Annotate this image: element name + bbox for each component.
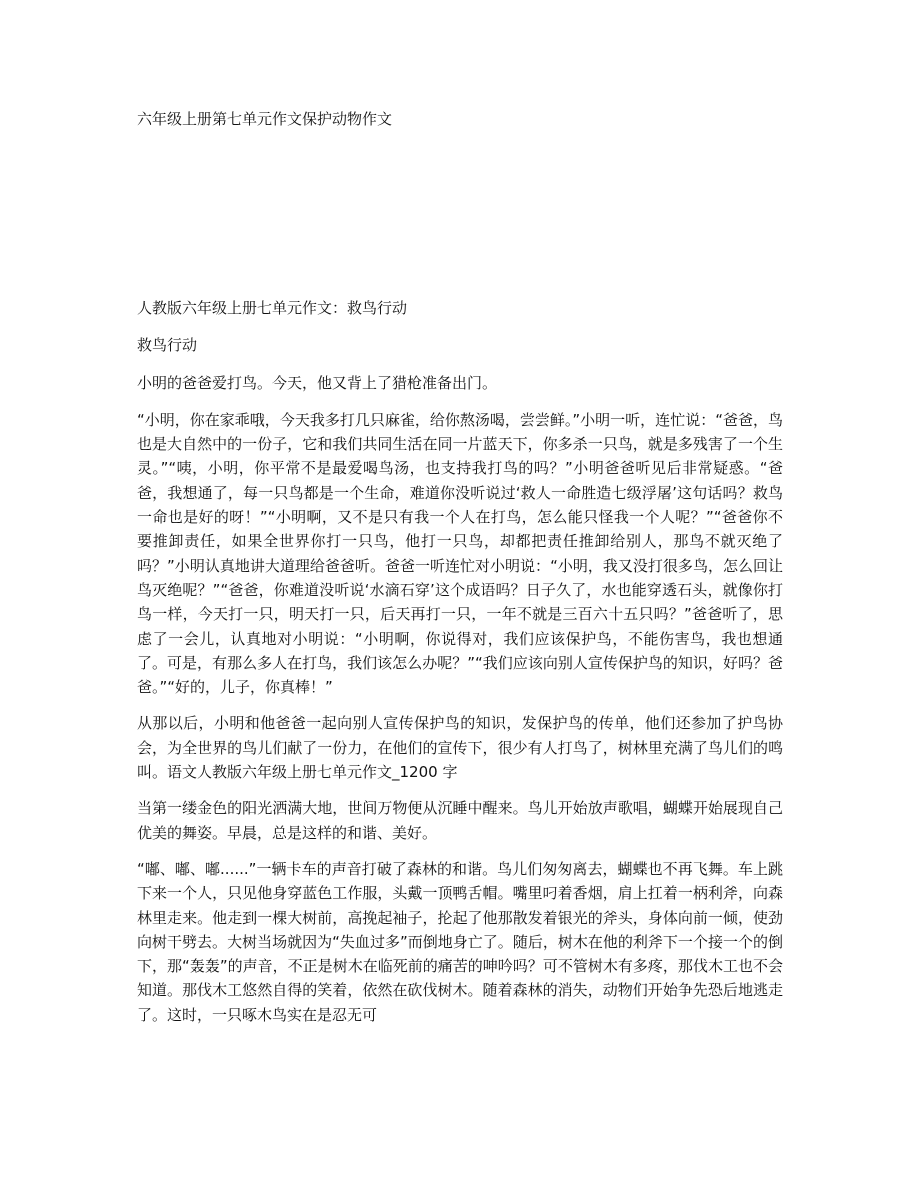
document-body (137, 296, 783, 1039)
article-heading: 人教版六年级上册七单元作文：救鸟行动 (137, 299, 408, 317)
article-subtitle: 救鸟行动 (137, 336, 198, 355)
document-title: 六年级上册第七单元作文保护动物作文 (137, 110, 393, 128)
paragraph-logging: “嘟、嘟、嘟......”一辆卡车的声音打破了森林的和谐。鸟儿们匆匆离去，蝴蝶也不再飞舞。车上跳下来一个人，只见他身穿蓝色工作服，头戴一顶鸭舌帽。嘴里叼着香烟，肩上扛着一柄利斧，向森林里走来。他走到一棵大树前，高挽起袖子，抡起了他那散发着银光的斧头，身体向前一倾，使劲向树干劈去。大树当场就因为“失血过多”而倒地身亡了。随后，树木在他的利斧下一个接一个的倒下，那“轰轰”的声音，不正是树木在临死前的痛苦的呻吟吗？可不管树木有多疼，那伐木工也不会知道。那伐木工悠然自得的笑着，依然在砍伐树木。随着森林的消失，动物们开始争先恐后地逃走了。这时，一只啄木鸟实在是忍无可 (137, 859, 783, 1024)
paragraph-aftermath: 从那以后，小明和他爸爸一起向别人宣传保护鸟的知识，发保护鸟的传单，他们还参加了护鸟协会，为全世界的鸟儿们献了一份力，在他们的宣传下，很少有人打鸟了，树林里充满了鸟儿们的鸣叫。语文人教版六年级上册七单元作文_1200 字 (137, 714, 783, 782)
paragraph-dialogue: “小明，你在家乖哦，今天我多打几只麻雀，给你熬汤喝，尝尝鲜。”小明一听，连忙说：“爸爸，鸟也是大自然中的一份子，它和我们共同生活在同一片蓝天下，你多杀一只鸟，就是多残害了一个生灵。”“咦，小明，你平常不是最爱喝鸟汤，也支持我打鸟的吗？”小明爸爸听见后非常疑惑。“爸爸，我想通了，每一只鸟都是一个生命，难道你没听说过‘救人一命胜造七级浮屠’这句话吗？救鸟一命也是好的呀！”“小明啊，又不是只有我一个人在打鸟，怎么能只怪我一个人呢？”“爸爸你不要推卸责任，如果全世界你打一只鸟，他打一只鸟，却都把责任推卸给别人，那鸟不就灭绝了吗？”小明认真地讲大道理给爸爸听。爸爸一听连忙对小明说：“小明，我又没打很多鸟，怎么回让鸟灭绝呢？”“爸爸，你难道没听说‘水滴石穿’这个成语吗？日子久了，水也能穿透石头，就像你打鸟一样，今天打一只，明天打一只，后天再打一只，一年不就是三百六十五只吗？”爸爸听了，思虑了一会儿，认真地对小明说：“小明啊，你说得对，我们应该保护鸟，不能伤害鸟，我也想通了。可是，有那么多人在打鸟，我们该怎么办呢？”“我们应该向别人宣传保护鸟的知识，好吗？爸爸。”“好的，儿子，你真棒！” (137, 410, 783, 697)
paragraph-morning: 当第一缕金色的阳光洒满大地，世间万物便从沉睡中醒来。鸟儿开始放声歌唱，蝴蝶开始展现自己优美的舞姿。早晨，总是这样的和谐、美好。 (137, 799, 783, 842)
paragraph-intro: 小明的爸爸爱打鸟。今天，他又背上了猎枪准备出门。 (137, 373, 498, 392)
